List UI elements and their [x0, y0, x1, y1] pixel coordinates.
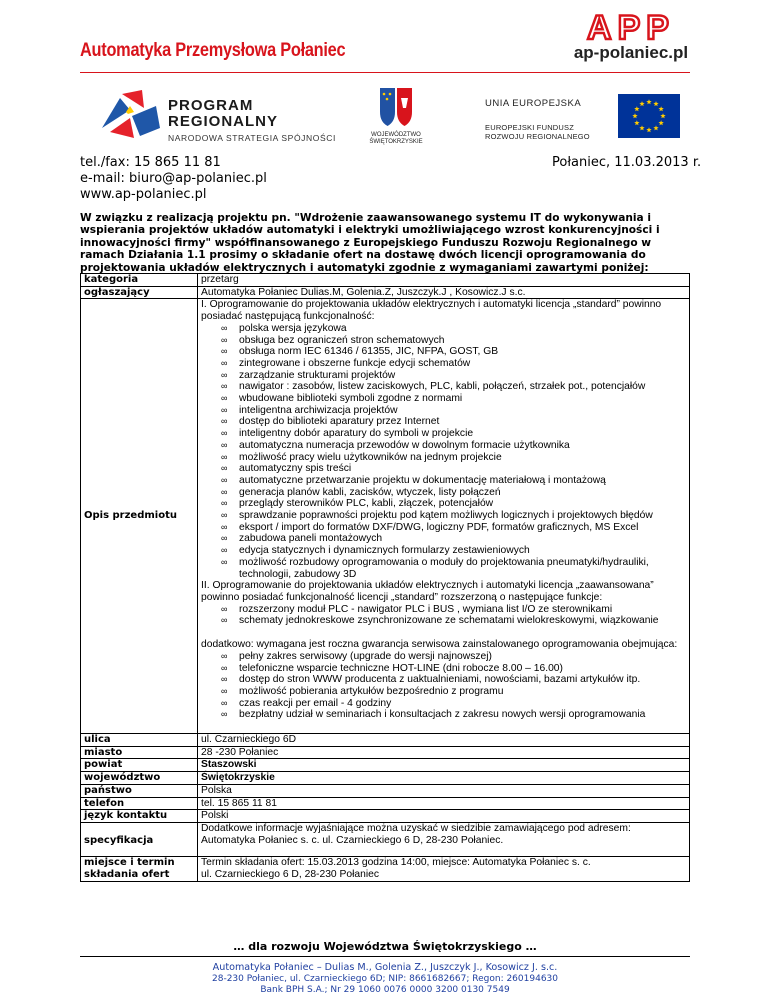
list-item: ∞ dostęp do stron WWW producenta z uaktualnieniami, nowościami, bazami artykułów itp.	[221, 674, 686, 686]
list-item: ∞ generacja planów kabli, zacisków, wtyczek, listy połączeń	[221, 487, 686, 499]
list-item: ∞ polska wersja językowa	[221, 323, 686, 335]
contact-email[interactable]: e-mail: biuro@ap-polaniec.pl	[80, 171, 267, 186]
opis-list1	[201, 323, 686, 580]
list-item: ∞ telefoniczne wsparcie techniczne HOT-LINE (dni robocze 8.00 – 16.00)	[221, 663, 686, 675]
app-logo	[556, 10, 706, 65]
label-opis: Opis przedmiotu	[81, 299, 198, 734]
list-item: ∞ automatyczne przetwarzanie projektu w dokumentację materiałową i montażową	[221, 475, 686, 487]
swietokrzyskie-coat-of-arms-icon	[378, 86, 414, 128]
opis-intro1: I. Oprogramowanie do projektowania układów elektrycznych i automatyki licencja „standard” powinno posiadać następującą funkcjonalność:	[201, 299, 662, 323]
value-specyfikacja: Dodatkowe informacje wyjaśniające można uzyskać w siedzibie zamawiającego pod adresem: Automatyka Połaniec s. c. ul. Czarnieckiego 6 D, 28-230 Połaniec.	[198, 822, 690, 856]
place-date: Połaniec, 11.03.2013 r.	[552, 155, 702, 170]
label-panstwo: państwo	[81, 784, 198, 797]
table-row	[81, 299, 690, 734]
label-specyfikacja: specyfikacja	[81, 822, 198, 856]
footer-line3: Bank BPH S.A.; Nr 29 1060 0076 0000 3200 0130 7549	[260, 985, 510, 995]
value-wojewodztwo: Świętokrzyskie	[198, 772, 690, 785]
table-row	[81, 772, 690, 785]
table-row	[81, 822, 690, 856]
eu-line1: UNIA EUROPEJSKA	[485, 98, 582, 109]
list-item: ∞ sprawdzanie poprawności projektu pod kątem możliwych logicznych i projektowych błędów	[221, 510, 686, 522]
opis-intro2: II. Oprogramowanie do projektowania układów elektrycznych i automatyki licencja „zaawansowana” powinno posiadać funkcjonalność licencji „standard” rozszerzoną o następujące funkcje:	[201, 580, 654, 603]
program-line3: NARODOWA STRATEGIA SPÓJNOŚCI	[168, 133, 336, 143]
table-row	[81, 810, 690, 823]
header-divider	[80, 72, 690, 73]
wojewodztwo-text	[366, 132, 426, 146]
list-item: ∞ bezpłatny udział w seminariach i konsultacjach z zakresu nowych wersji oprogramowania	[221, 709, 686, 721]
list-item: ∞ możliwość rozbudowy oprogramowania o moduły do projektowania pneumatyki/hydrauliki, technologii, zabudowy 3D	[221, 557, 686, 580]
value-jezyk: Polski	[198, 810, 690, 823]
value-panstwo: Polska	[198, 784, 690, 797]
table-row	[81, 797, 690, 810]
eu-flag-icon	[618, 94, 680, 138]
table-row	[81, 784, 690, 797]
eu-line2: EUROPEJSKI FUNDUSZ	[485, 123, 575, 132]
value-ulica: ul. Czarnieckiego 6D	[198, 734, 690, 747]
funding-logos	[100, 80, 700, 155]
list-item: ∞ inteligentny dobór aparatury do symboli w projekcie	[221, 428, 686, 440]
miejsce-line2: ul. Czarnieckiego 6 D, 28-230 Połaniec	[201, 869, 380, 881]
app-logo-graphic	[556, 10, 706, 44]
table-row	[81, 746, 690, 759]
list-item: ∞ obsługa bez ograniczeń stron schematowych	[221, 335, 686, 347]
value-miejsce	[198, 857, 690, 881]
list-item: ∞ edycja statycznych i dynamicznych formularzy zestawieniowych	[221, 545, 686, 557]
miejsce-line1: Termin składania ofert: 15.03.2013 godzina 14:00, miejsce: Automatyka Połaniec s. c.	[201, 857, 591, 869]
value-opis	[198, 299, 690, 734]
label-jezyk: język kontaktu	[81, 810, 198, 823]
value-kategoria: przetarg	[198, 274, 690, 287]
table-row	[81, 286, 690, 299]
app-logo-text: APP	[587, 10, 675, 44]
opis-list3	[201, 651, 686, 721]
eu-text	[485, 98, 590, 141]
contact-phone: tel./fax: 15 865 11 81	[80, 155, 221, 170]
app-logo-url: ap-polaniec.pl	[573, 43, 689, 62]
program-line2: REGIONALNY	[168, 113, 279, 130]
table-row	[81, 857, 690, 881]
list-item: ∞ inteligentna archiwizacja projektów	[221, 405, 686, 417]
slogan: … dla rozwoju Województwa Świętokrzyskiego …	[233, 940, 537, 953]
label-kategoria: kategoria	[81, 274, 198, 287]
footer-divider	[80, 956, 690, 957]
value-oglaszajacy: Automatyka Połaniec Dulias.M, Golenia.Z, Juszczyk.J , Kosowicz.J s.c.	[198, 286, 690, 299]
list-item: ∞ schematy jednokreskowe zsynchronizowane ze schematami wielokreskowymi, wiązkowanie	[221, 615, 686, 627]
list-item: ∞ możliwość pracy wielu użytkowników na jednym projekcie	[221, 452, 686, 464]
footer-line1: Automatyka Połaniec – Dulias M., Golenia Z., Juszczyk J., Kosowicz J. s.c.	[212, 962, 558, 973]
list-item: ∞ automatyczna numeracja przewodów w dowolnym formacie użytkownika	[221, 440, 686, 452]
value-telefon: tel. 15 865 11 81	[198, 797, 690, 810]
list-item: ∞ eksport / import do formatów DXF/DWG, logiczny PDF, formatów graficznych, MS Excel	[221, 522, 686, 534]
opis-intro3: dodatkowo: wymagana jest roczna gwarancja serwisowa zainstalowanego oprogramowania obejmująca:	[201, 639, 678, 651]
program-regionalny-text	[168, 98, 336, 143]
label-miejsce: miejsce i termin składania ofert	[81, 857, 198, 881]
program-regionalny-emblem	[100, 88, 162, 140]
list-item: ∞ rozszerzony moduł PLC - nawigator PLC i BUS , wymiana list I/O ze sterownikami	[221, 604, 686, 616]
list-item: ∞ możliwość pobierania artykułów bezpośrednio z programu	[221, 686, 686, 698]
label-oglaszajacy: ogłaszający	[81, 286, 198, 299]
list-item: ∞ dostęp do biblioteki aparatury przez Internet	[221, 416, 686, 428]
list-item: ∞ zabudowa paneli montażowych	[221, 533, 686, 545]
value-miasto: 28 -230 Połaniec	[198, 746, 690, 759]
table-row	[81, 274, 690, 287]
wojewodztwo-line1: WOJEWÓDZTWO	[371, 132, 421, 138]
list-item: ∞ pełny zakres serwisowy (upgrade do wersji najnowszej)	[221, 651, 686, 663]
label-miasto: miasto	[81, 746, 198, 759]
label-wojewodztwo: województwo	[81, 772, 198, 785]
list-item: ∞ zintegrowane i obszerne funkcje edycji schematów	[221, 358, 686, 370]
tender-table	[80, 273, 690, 882]
list-item: ∞ czas reakcji per email - 4 godziny	[221, 698, 686, 710]
list-item: ∞ wbudowane biblioteki symboli zgodne z normami	[221, 393, 686, 405]
table-row	[81, 759, 690, 772]
label-telefon: telefon	[81, 797, 198, 810]
program-line1: PROGRAM	[168, 97, 254, 114]
footer	[80, 962, 690, 997]
eu-line3: ROZWOJU REGIONALNEGO	[485, 132, 590, 141]
table-row	[81, 734, 690, 747]
intro-paragraph: W związku z realizacją projektu pn. "Wdrożenie zaawansowanego systemu IT do wykonywania i wspierania projektów układów automatyki i elektryki umożliwiającego wzrost konkurencyjności i innowacyjności firmy" współfinansowanego z Europejskiego Funduszu Rozwoju Regionalnego w ramach Działania 1.1 prosimy o składanie ofert na dostawę dwóch licencji oprogramowania do projektowania układów elektrycznych i automatyki zgodnie z wymaganiami zawartymi poniżej:	[80, 212, 660, 274]
company-title: Automatyka Przemysłowa Połaniec	[80, 40, 346, 61]
list-item: ∞ zarządzanie strukturami projektów	[221, 370, 686, 382]
contact-block	[80, 155, 267, 203]
opis-list2	[201, 604, 686, 627]
footer-line2: 28-230 Połaniec, ul. Czarnieckiego 6D; NIP: 8661682667; Regon: 260194630	[212, 973, 558, 984]
list-item: ∞ nawigator : zasobów, listew zaciskowych, PLC, kabli, połączeń, strzałek pot., potencjałów	[221, 381, 686, 393]
contact-www[interactable]: www.ap-polaniec.pl	[80, 187, 207, 202]
list-item: ∞ obsługa norm IEC 61346 / 61355, JIC, NFPA, GOST, GB	[221, 346, 686, 358]
list-item: ∞ automatyczny spis treści	[221, 463, 686, 475]
list-item: ∞ przeglądy sterowników PLC, kabli, złączek, potencjałów	[221, 498, 686, 510]
value-powiat: Staszowski	[198, 759, 690, 772]
label-powiat: powiat	[81, 759, 198, 772]
wojewodztwo-line2: ŚWIĘTOKRZYSKIE	[369, 139, 423, 145]
label-ulica: ulica	[81, 734, 198, 747]
